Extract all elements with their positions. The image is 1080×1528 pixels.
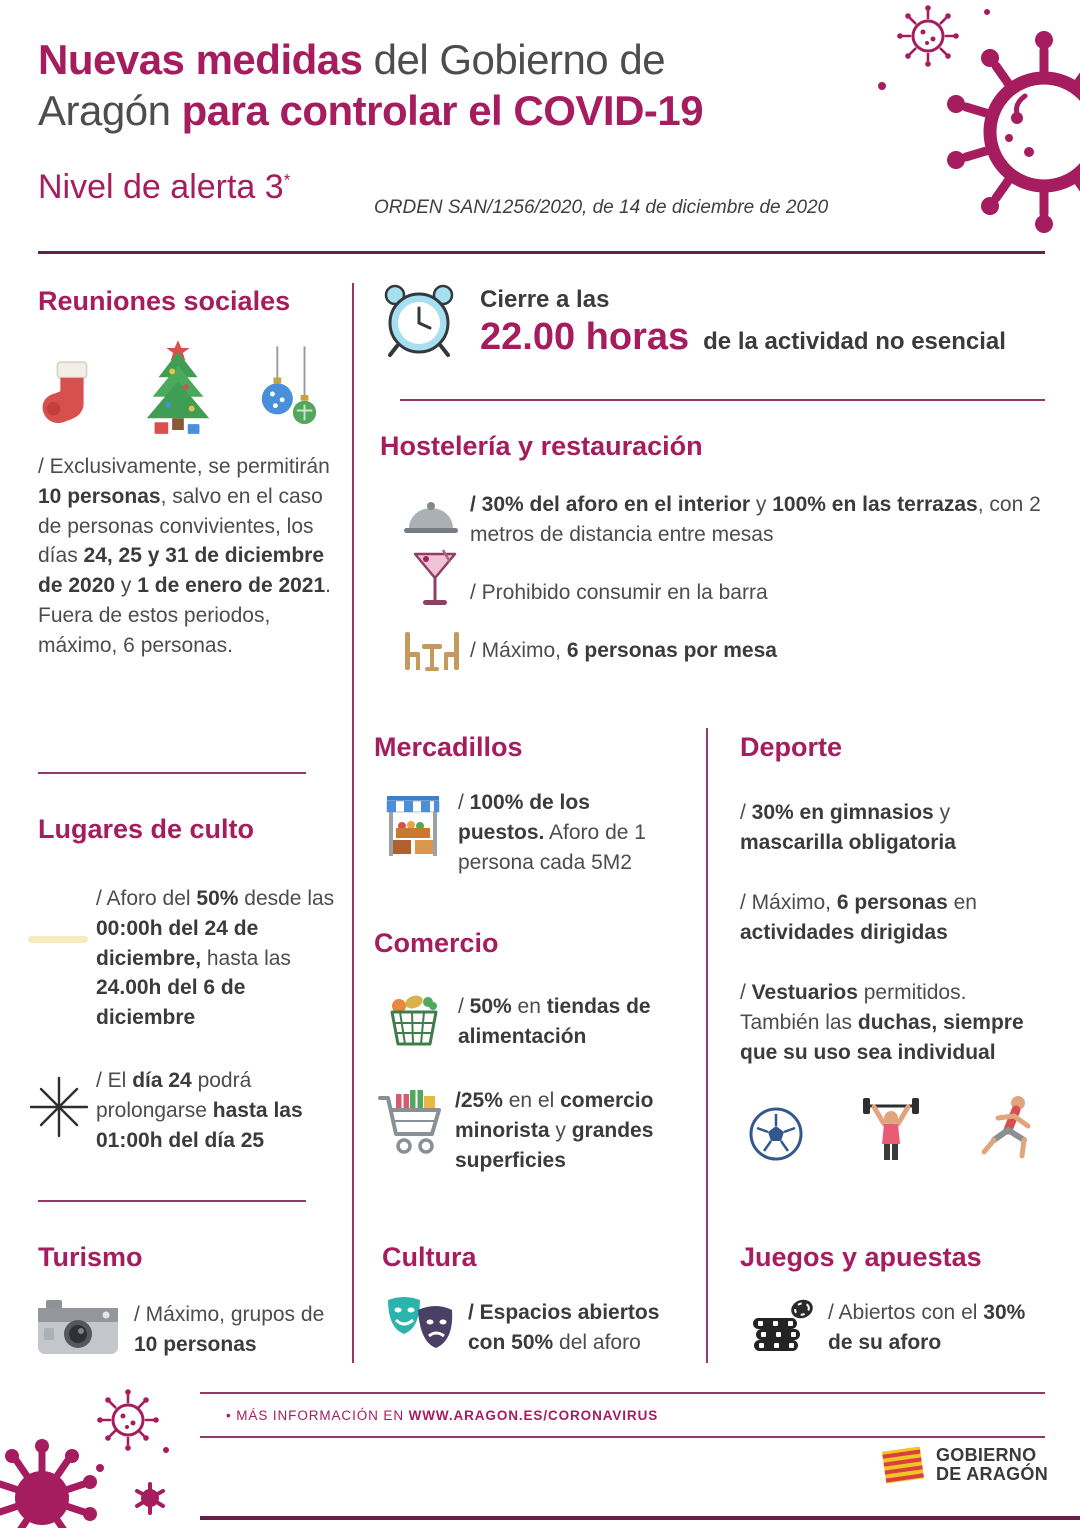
closing-block: [480, 286, 1055, 359]
page-title-line2: Aragón para controlar el COVID-19: [38, 87, 704, 135]
sport-icons: [748, 1094, 1038, 1162]
turismo-text: / Máximo, grupos de 10 personas: [134, 1303, 325, 1356]
alert-asterisk: *: [283, 170, 291, 190]
alert-level-text: Nivel de alerta 3: [38, 168, 284, 206]
section-title-reuniones: Reuniones sociales: [38, 286, 291, 316]
gobierno-aragon-logo: [880, 1442, 1048, 1488]
runner-icon: [978, 1094, 1038, 1162]
divider-left-1: [38, 772, 306, 774]
hosteleria-item-2: / Prohibido consumir en la barra: [470, 581, 768, 604]
comercio-item-1: / 50% en tiendas de alimentación: [458, 995, 651, 1048]
culto-item-1: / Aforo del 50% desde las 00:00h del 24 de diciembre, hasta las 24.00h del 6 de diciembre: [96, 887, 335, 1030]
page-title: [38, 34, 898, 136]
juegos-text: / Abiertos con el 30% de su aforo: [828, 1301, 1026, 1354]
alert-level: [38, 168, 290, 207]
christmas-icons: [40, 330, 322, 440]
column-divider-left: [352, 283, 354, 1363]
section-title-turismo: Turismo: [38, 1242, 143, 1272]
comercio-item-2: /25% en el comercio minorista y grandes superficies: [455, 1089, 654, 1172]
section-title-juegos: Juegos y apuestas: [740, 1242, 982, 1272]
virus-decoration-top-right: [852, 0, 1080, 268]
table-chairs-icon: [400, 630, 464, 678]
closing-line: [480, 316, 1055, 359]
closing-time: 22.00 horas: [480, 316, 690, 358]
divider-left-2: [38, 1200, 306, 1202]
baubles-icon: [254, 346, 322, 440]
deporte-item-2: / Máximo, 6 personas en actividades dirigidas: [740, 891, 977, 944]
soccer-ball-icon: [748, 1106, 804, 1162]
logo-text: [936, 1446, 1048, 1485]
section-title-hosteleria: Hostelería y restauración: [380, 431, 703, 461]
alarm-clock-icon: [380, 281, 458, 359]
weightlifter-icon: [860, 1094, 922, 1162]
hosteleria-item-1: / 30% del aforo en el interior y 100% en las terrazas, con 2 metros de distancia entre mesas: [470, 493, 1041, 546]
poker-chips-icon: [750, 1296, 814, 1356]
virus-decoration-bottom-left: [0, 1380, 180, 1528]
cocktail-icon: [412, 548, 458, 612]
reuniones-text: / Exclusivamente, se permitirán 10 personas, salvo en el caso de personas convivientes, los días 24, 25 y 31 de diciembre de 2020 y 1 de enero de 2021. Fuera de estos periodos, máximo, 6 personas.: [38, 455, 332, 657]
logo-line1: GOBIERNO: [936, 1444, 1037, 1465]
star-sparkle-icon: [28, 1076, 90, 1138]
cultura-text: / Espacios abiertos con 50% del aforo: [468, 1301, 660, 1354]
camera-icon: [36, 1298, 120, 1358]
food-dome-icon: [402, 494, 460, 542]
culto-item-2: / El día 24 podrá prolongarse hasta las 01:00h del día 25: [96, 1069, 303, 1152]
section-title-comercio: Comercio: [374, 928, 499, 958]
column-divider-right: [706, 728, 708, 1363]
shopping-cart-icon: [376, 1088, 448, 1162]
section-title-deporte: Deporte: [740, 732, 843, 762]
divider-hosteleria: [400, 399, 1045, 401]
aragon-flag-icon: [880, 1442, 926, 1488]
deporte-item-3: / Vestuarios permitidos. También las duchas, siempre que su uso sea individual: [740, 981, 1024, 1064]
section-title-cultura: Cultura: [382, 1242, 477, 1272]
order-reference: ORDEN SAN/1256/2020, de 14 de diciembre de 2020: [374, 197, 829, 218]
bottom-rule: [200, 1516, 1080, 1520]
market-stall-icon: [384, 794, 442, 860]
deporte-item-1: / 30% en gimnasios y mascarilla obligatoria: [740, 801, 956, 854]
section-title-mercadillos: Mercadillos: [374, 732, 523, 762]
closing-intro: Cierre a las: [480, 286, 610, 313]
page-title-line1: Nuevas medidas del Gobierno de: [38, 36, 666, 83]
christmas-tree-icon: [137, 338, 219, 440]
hosteleria-item-3: / Máximo, 6 personas por mesa: [470, 639, 777, 662]
mercadillos-text: / 100% de los puestos. Aforo de 1 persona cada 5M2: [458, 791, 646, 874]
section-title-culto: Lugares de culto: [38, 814, 255, 844]
logo-line2: DE ARAGÓN: [936, 1464, 1049, 1484]
candle-glow-icon: [26, 932, 90, 948]
footer-info-text: • MÁS INFORMACIÓN EN WWW.ARAGON.ES/CORONAVIRUS: [226, 1407, 659, 1423]
closing-scope: de la actividad no esencial: [703, 328, 1006, 355]
footer-info-band: [200, 1392, 1045, 1438]
grocery-basket-icon: [384, 988, 440, 1048]
theater-masks-icon: [384, 1294, 458, 1358]
stocking-icon: [40, 358, 102, 440]
